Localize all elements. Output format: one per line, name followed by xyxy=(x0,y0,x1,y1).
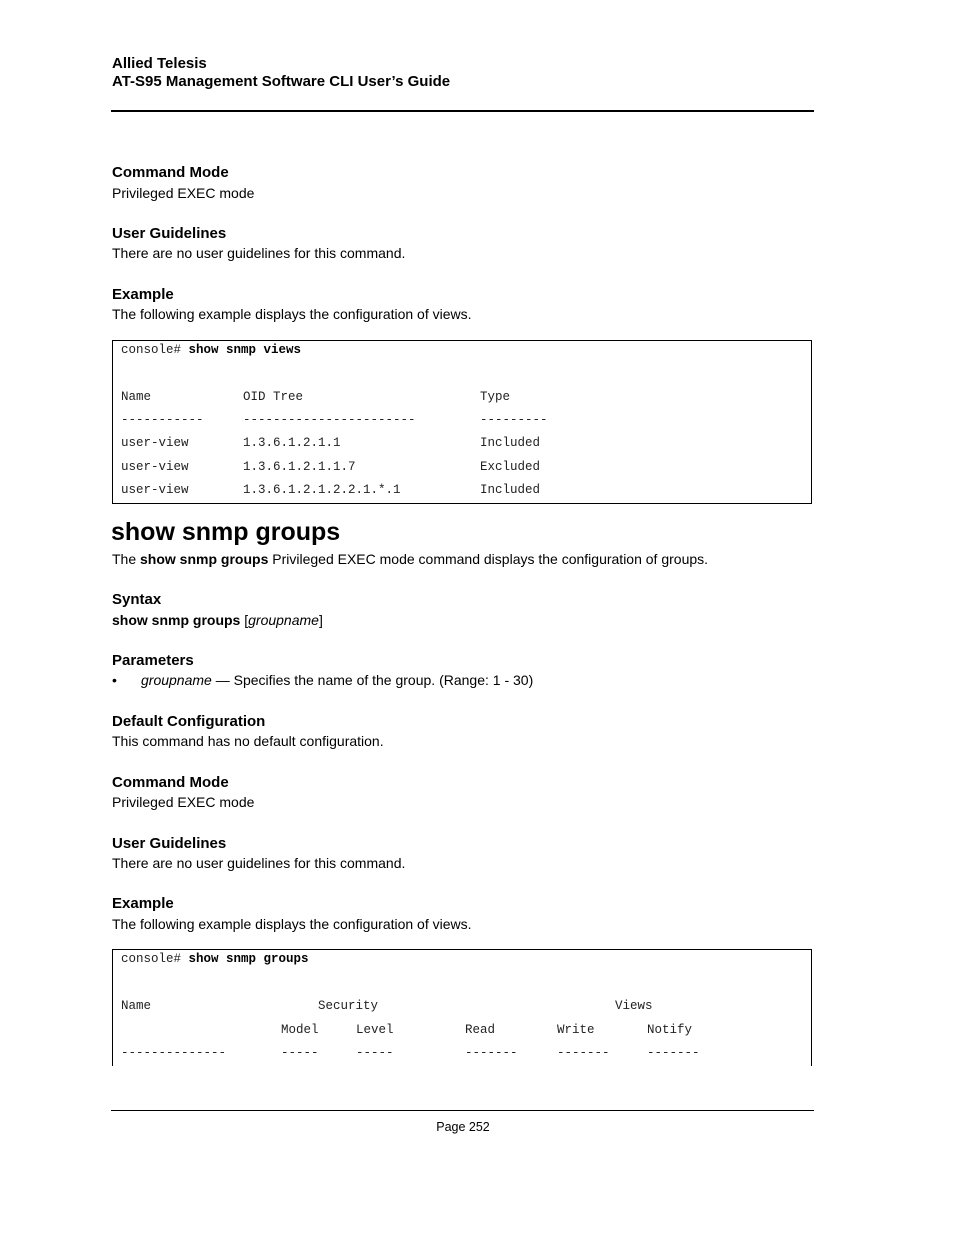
syntax-text: show snmp groups [groupname] xyxy=(112,612,323,628)
dash-model: ----- xyxy=(281,1046,319,1060)
command-mode-heading: Command Mode xyxy=(112,164,229,181)
row-1-type: Included xyxy=(480,436,541,450)
row-1-name: user-view xyxy=(121,436,189,450)
default-config-heading: Default Configuration xyxy=(112,713,266,730)
col-header-oid: OID Tree xyxy=(243,390,304,404)
dash-write: ------- xyxy=(557,1046,610,1060)
page-number: Page 252 xyxy=(436,1120,490,1134)
guide-title: AT-S95 Management Software CLI User’s Guide xyxy=(112,73,451,90)
col-header-notify: Notify xyxy=(647,1023,693,1037)
row-3-name: user-view xyxy=(121,483,189,497)
user-guidelines-heading-2: User Guidelines xyxy=(112,835,227,852)
example-text-2: The following example displays the configuration of views. xyxy=(112,916,472,932)
dash-level: ----- xyxy=(356,1046,394,1060)
parameters-heading: Parameters xyxy=(112,652,194,669)
col-header-model: Model xyxy=(281,1023,319,1037)
section-title: show snmp groups xyxy=(111,518,341,546)
dash-oid: ----------------------- xyxy=(243,413,416,427)
param-groupname: groupname — Specifies the name of the group. (Range: 1 - 30) xyxy=(141,672,534,688)
dash-read: ------- xyxy=(465,1046,518,1060)
syntax-heading: Syntax xyxy=(112,591,162,608)
col-header-views: Views xyxy=(615,999,653,1013)
col-header-security: Security xyxy=(318,999,379,1013)
company-name: Allied Telesis xyxy=(112,55,207,72)
dash-name-2: -------------- xyxy=(121,1046,227,1060)
col-header-name-2: Name xyxy=(121,999,152,1013)
example-heading-2: Example xyxy=(112,895,174,912)
command-mode-text-2: Privileged EXEC mode xyxy=(112,794,255,810)
intro-text: The show snmp groups Privileged EXEC mode command displays the configuration of groups. xyxy=(112,551,709,567)
user-guidelines-text-2: There are no user guidelines for this command. xyxy=(112,855,406,871)
footer-rule xyxy=(111,1110,814,1111)
row-2-name: user-view xyxy=(121,460,189,474)
row-3-oid: 1.3.6.1.2.1.2.2.1.*.1 xyxy=(243,483,401,497)
user-guidelines-text: There are no user guidelines for this command. xyxy=(112,245,406,261)
code-command-line-2: console# show snmp groups xyxy=(121,952,309,966)
row-2-type: Excluded xyxy=(480,460,541,474)
col-header-write: Write xyxy=(557,1023,595,1037)
row-2-oid: 1.3.6.1.2.1.1.7 xyxy=(243,460,356,474)
command-mode-heading-2: Command Mode xyxy=(112,774,229,791)
command-mode-text: Privileged EXEC mode xyxy=(112,185,255,201)
row-3-type: Included xyxy=(480,483,541,497)
col-header-read: Read xyxy=(465,1023,496,1037)
header-rule xyxy=(111,110,814,112)
dash-type: --------- xyxy=(480,413,548,427)
col-header-level: Level xyxy=(356,1023,394,1037)
col-header-name: Name xyxy=(121,390,152,404)
example-text: The following example displays the configuration of views. xyxy=(112,306,472,322)
param-bullet: • xyxy=(112,672,117,688)
user-guidelines-heading: User Guidelines xyxy=(112,225,227,242)
dash-notify: ------- xyxy=(647,1046,700,1060)
dash-name: ----------- xyxy=(121,413,204,427)
default-config-text: This command has no default configuration. xyxy=(112,733,384,749)
example-heading: Example xyxy=(112,286,174,303)
code-block-views xyxy=(112,340,812,504)
code-command-line: console# show snmp views xyxy=(121,343,302,357)
row-1-oid: 1.3.6.1.2.1.1 xyxy=(243,436,341,450)
col-header-type: Type xyxy=(480,390,511,404)
